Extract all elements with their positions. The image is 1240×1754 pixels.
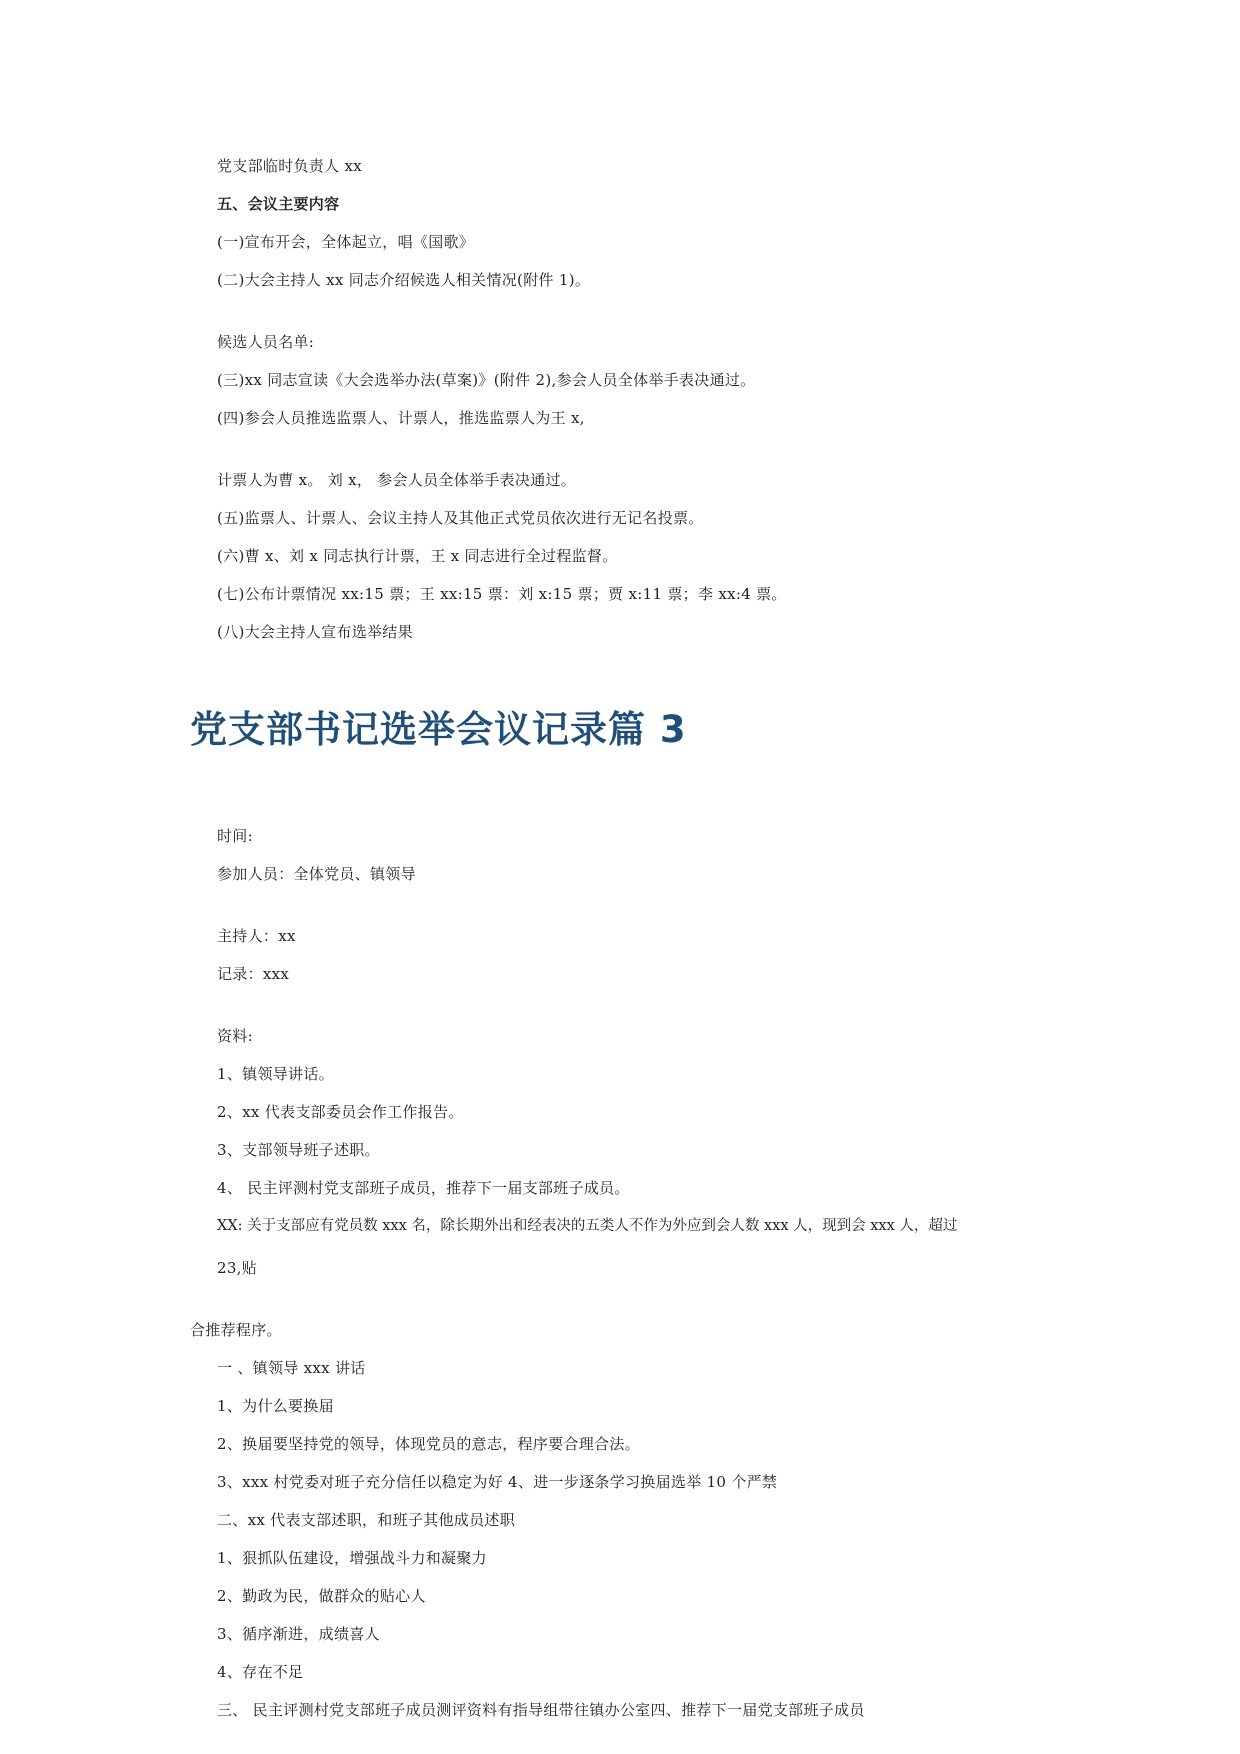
text-line: (一)宣布开会，全体起立，唱《国歌》 (217, 233, 475, 251)
text-line: (二)大会主持人 xx 同志介绍候选人相关情况(附件 1)。 (217, 271, 591, 289)
text-line: (五)监票人、计票人、会议主持人及其他正式党员依次进行无记名投票。 (217, 509, 704, 527)
text-line: 2、xx 代表支部委员会作工作报告。 (217, 1103, 464, 1121)
text-line: XX: 关于支部应有党员数 xxx 名，除长期外出和经表决的五类人不作为外应到会人数 xxx 人，现到会 xxx 人，超过 (217, 1218, 958, 1234)
text-line: 23,贴 (217, 1259, 258, 1277)
text-line: 3、支部领导班子述职。 (217, 1141, 380, 1159)
text-line: (七)公布计票情况 xx:15 票；王 xx:15 票：刘 x:15 票；贾 x:11 票；李 xx:4 票。 (217, 585, 787, 603)
text-line: 一 、镇领导 xxx 讲话 (217, 1359, 366, 1377)
text-line: 三、 民主评测村党支部班子成员测评资料有指导组带往镇办公室四、推荐下一届党支部班子成员 (217, 1701, 865, 1719)
text-line: (八)大会主持人宣布选举结果 (217, 623, 413, 641)
text-line: 时间: (217, 827, 253, 845)
text-line: 计票人为曹 x。 刘 x， 参会人员全体举手表决通过。 (217, 471, 577, 489)
text-line: (六)曹 x、刘 x 同志执行计票，王 x 同志进行全过程监督。 (217, 547, 618, 565)
page-title: 党支部书记选举会议记录篇 3 (190, 708, 687, 751)
text-line: 资料: (217, 1027, 253, 1045)
text-line: 党支部临时负责人 xx (217, 157, 362, 175)
text-line: 参加人员：全体党员、镇领导 (217, 865, 416, 883)
text-line: 二、xx 代表支部述职，和班子其他成员述职 (217, 1511, 515, 1529)
text-line: (三)xx 同志宣读《大会选举办法(草案)》(附件 2),参会人员全体举手表决通过。 (217, 371, 756, 389)
text-line: 主持人：xx (217, 927, 296, 945)
text-line: 候选人员名单: (217, 333, 315, 351)
text-line: 1、为什么要换届 (217, 1397, 334, 1415)
text-line: 记录：xxx (217, 965, 290, 983)
text-line: 3、循序渐进，成绩喜人 (217, 1625, 380, 1643)
text-line: 1、狠抓队伍建设，增强战斗力和凝聚力 (217, 1549, 487, 1567)
text-line: 2、勤政为民，做群众的贴心人 (217, 1587, 426, 1605)
text-line: 2、换届要坚持党的领导，体现党员的意志，程序要合理合法。 (217, 1435, 640, 1453)
text-line: 4、 民主评测村党支部班子成员，推荐下一届支部班子成员。 (217, 1179, 630, 1197)
text-line: 合推荐程序。 (190, 1321, 282, 1339)
text-line: 4、存在不足 (217, 1663, 304, 1681)
text-line: 3、xxx 村党委对班子充分信任以稳定为好 4、进一步逐条学习换届选举 10 个严禁 (217, 1473, 778, 1491)
text-line: 1、镇领导讲话。 (217, 1065, 334, 1083)
section-heading: 五、会议主要内容 (217, 195, 340, 213)
text-line: (四)参会人员推选监票人、计票人，推选监票人为王 x, (217, 409, 585, 427)
